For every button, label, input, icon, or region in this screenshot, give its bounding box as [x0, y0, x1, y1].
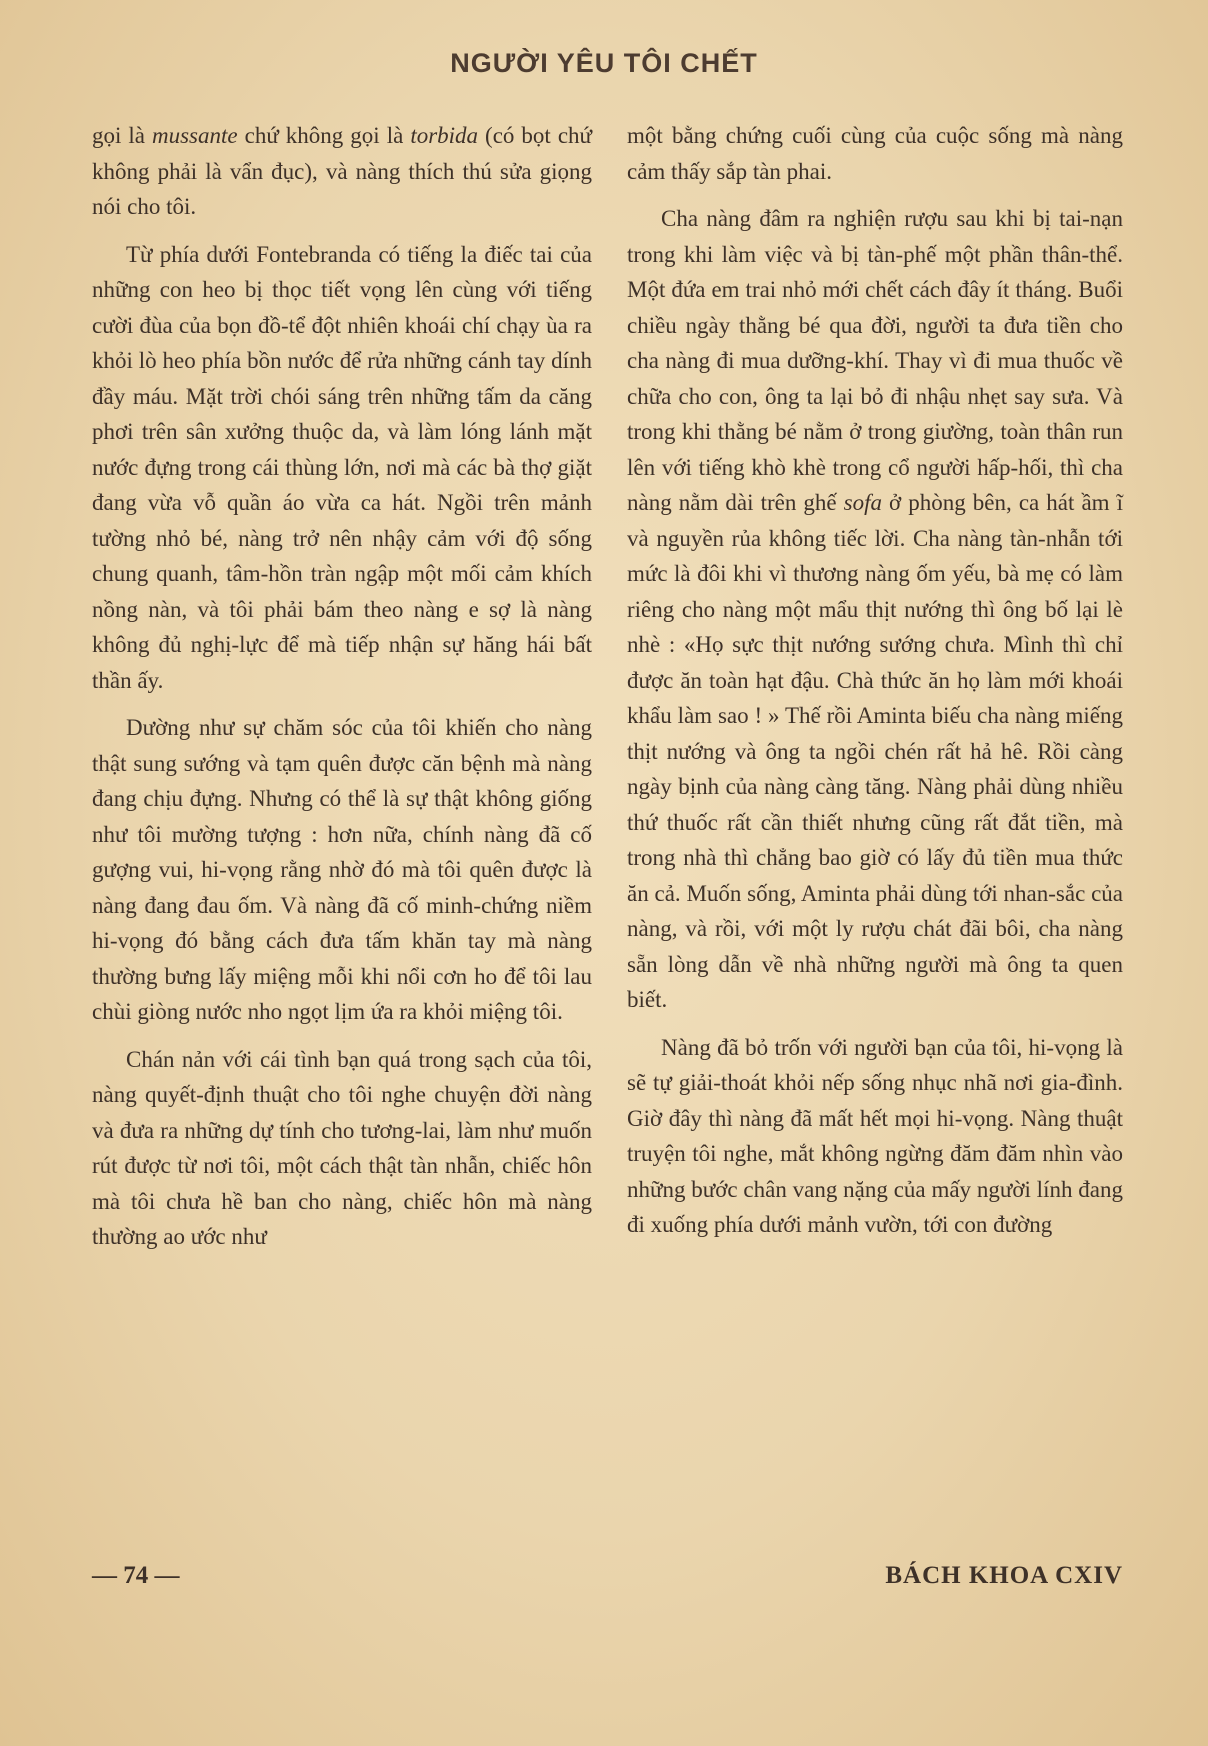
paragraph: Từ phía dưới Fontebranda có tiếng la điếc tai của những con heo bị thọc tiết vọng lên cùng với tiếng cười đùa của bọn đồ-tể đột nhiên khoái chí chạy ùa ra khỏi lò heo phía bồn nước để rửa những cánh tay dính đầy máu. Mặt trời chói sáng trên những tấm da căng phơi trên sân xưởng thuộc da, và làm lóng lánh mặt nước đựng trong cái thùng lớn, nơi mà các bà thợ giặt đang vừa vỗ quần áo vừa ca hát. Ngồi trên mảnh tường nhỏ bé, nàng trở nên nhậy cảm với độ sống chung quanh, tâm-hồn tràn ngập một mối cảm khích nồng nàn, và tôi phải bám theo nàng e sợ là nàng không đủ nghị-lực để mà tiếp nhận sự hăng hái bất thần ấy. [92, 241, 592, 693]
paragraph [92, 118, 592, 225]
paragraph: Dường như sự chăm sóc của tôi khiến cho nàng thật sung sướng và tạm quên được căn bệnh mà nàng đang chịu đựng. Nhưng có thể là sự thật không giống như tôi mường tượng : hơn nữa, chính nàng đã cố gượng vui, hi-vọng rằng nhờ đó mà tôi quên được là nàng đang đau ốm. Và nàng đã cố minh-chứng niềm hi-vọng đó bằng cách đưa tấm khăn tay mà nàng thường bưng lấy miệng mỗi khi nổi cơn ho để tôi lau chùi giòng nước nho ngọt lịm ứa ra khỏi miệng tôi. [92, 715, 592, 1024]
text-run: ở phòng bên, ca hát ầm ĩ và nguyền rủa không tiếc lời. Cha nàng tàn-nhẫn tới mức là đôi khi vì thương nàng ốm yếu, bà mẹ có làm riêng cho nàng một mẩu thịt nướng thì ông bố lại lè nhè : «Họ sực thịt nướng sướng chưa. Mình thì chỉ được ăn toàn hạt đậu. Chà thức ăn họ làm mới khoái khẩu làm sao ! » Thế rồi Aminta biếu cha nàng miếng thịt nướng và ông ta ngồi chén rất hả hê. Rồi càng ngày bịnh của nàng càng tăng. Nàng phải dùng nhiều thứ thuốc rất cần thiết nhưng cũng rất đắt tiền, mà trong nhà thì chẳng bao giờ có lấy đủ tiền mua thức ăn cả. Muốn sống, Aminta phải dùng tới nhan-sắc của nàng, và rồi, với một ly rượu chát đãi bôi, cha nàng sẵn lòng dẫn về nhà những người mà ông ta quen biết. [627, 490, 1123, 1012]
text-column-left [92, 118, 592, 1255]
paragraph: Chán nản với cái tình bạn quá trong sạch của tôi, nàng quyết-định thuật cho tôi nghe chuyện đời nàng và đưa ra những dự tính cho tương-lai, làm như muốn rút được từ nơi tôi, một cách thật tàn nhẫn, chiếc hôn mà tôi chưa hề ban cho nàng, chiếc hôn mà nàng thường ao ước như [92, 1046, 592, 1249]
italic-term: sofa [843, 490, 882, 515]
paragraph: Nàng đã bỏ trốn với người bạn của tôi, hi-vọng là sẽ tự giải-thoát khỏi nếp sống nhục nhã nơi gia-đình. Giờ đây thì nàng đã mất hết mọi hi-vọng. Nàng thuật truyện tôi nghe, mắt không ngừng đăm đăm nhìn vào những bước chân vang nặng của mấy người lính đang đi xuống phía dưới mảnh vườn, tới con đường [627, 1034, 1123, 1237]
text-run: Cha nàng đâm ra nghiện rượu sau khi bị tai-nạn trong khi làm việc và bị tàn-phế một phần thân-thể. Một đứa em trai nhỏ mới chết cách đây ít tháng. Buổi chiều ngày thằng bé qua đời, người ta đưa tiền cho cha nàng đi mua dưỡng-khí. Thay vì đi mua thuốc về chữa cho con, ông ta lại bỏ đi nhậu nhẹt say sưa. Và trong khi thằng bé nằm ở trong giường, toàn thân run lên với tiếng khò khè trong cổ người hấp-hối, thì cha nàng nằm dài trên ghế [627, 206, 1123, 515]
paragraph [627, 201, 1123, 1018]
paragraph: một bằng chứng cuối cùng của cuộc sống mà nàng cảm thấy sắp tàn phai. [627, 123, 1123, 184]
italic-term: mussante [152, 123, 238, 148]
text-run: chứ không gọi là [237, 123, 411, 148]
text-run: gọi là [92, 123, 152, 148]
text-column-right [627, 118, 1123, 1243]
italic-term: torbida [410, 123, 479, 148]
page-number: — 74 — [92, 1562, 180, 1589]
text-run: (có bọt chứ không phải là vẩn đục), và nàng thích thú sửa giọng nói cho tôi. [92, 123, 592, 219]
publication-name: BÁCH KHOA CXIV [885, 1562, 1123, 1589]
page-header-title: NGƯỜI YÊU TÔI CHẾT [450, 48, 758, 78]
